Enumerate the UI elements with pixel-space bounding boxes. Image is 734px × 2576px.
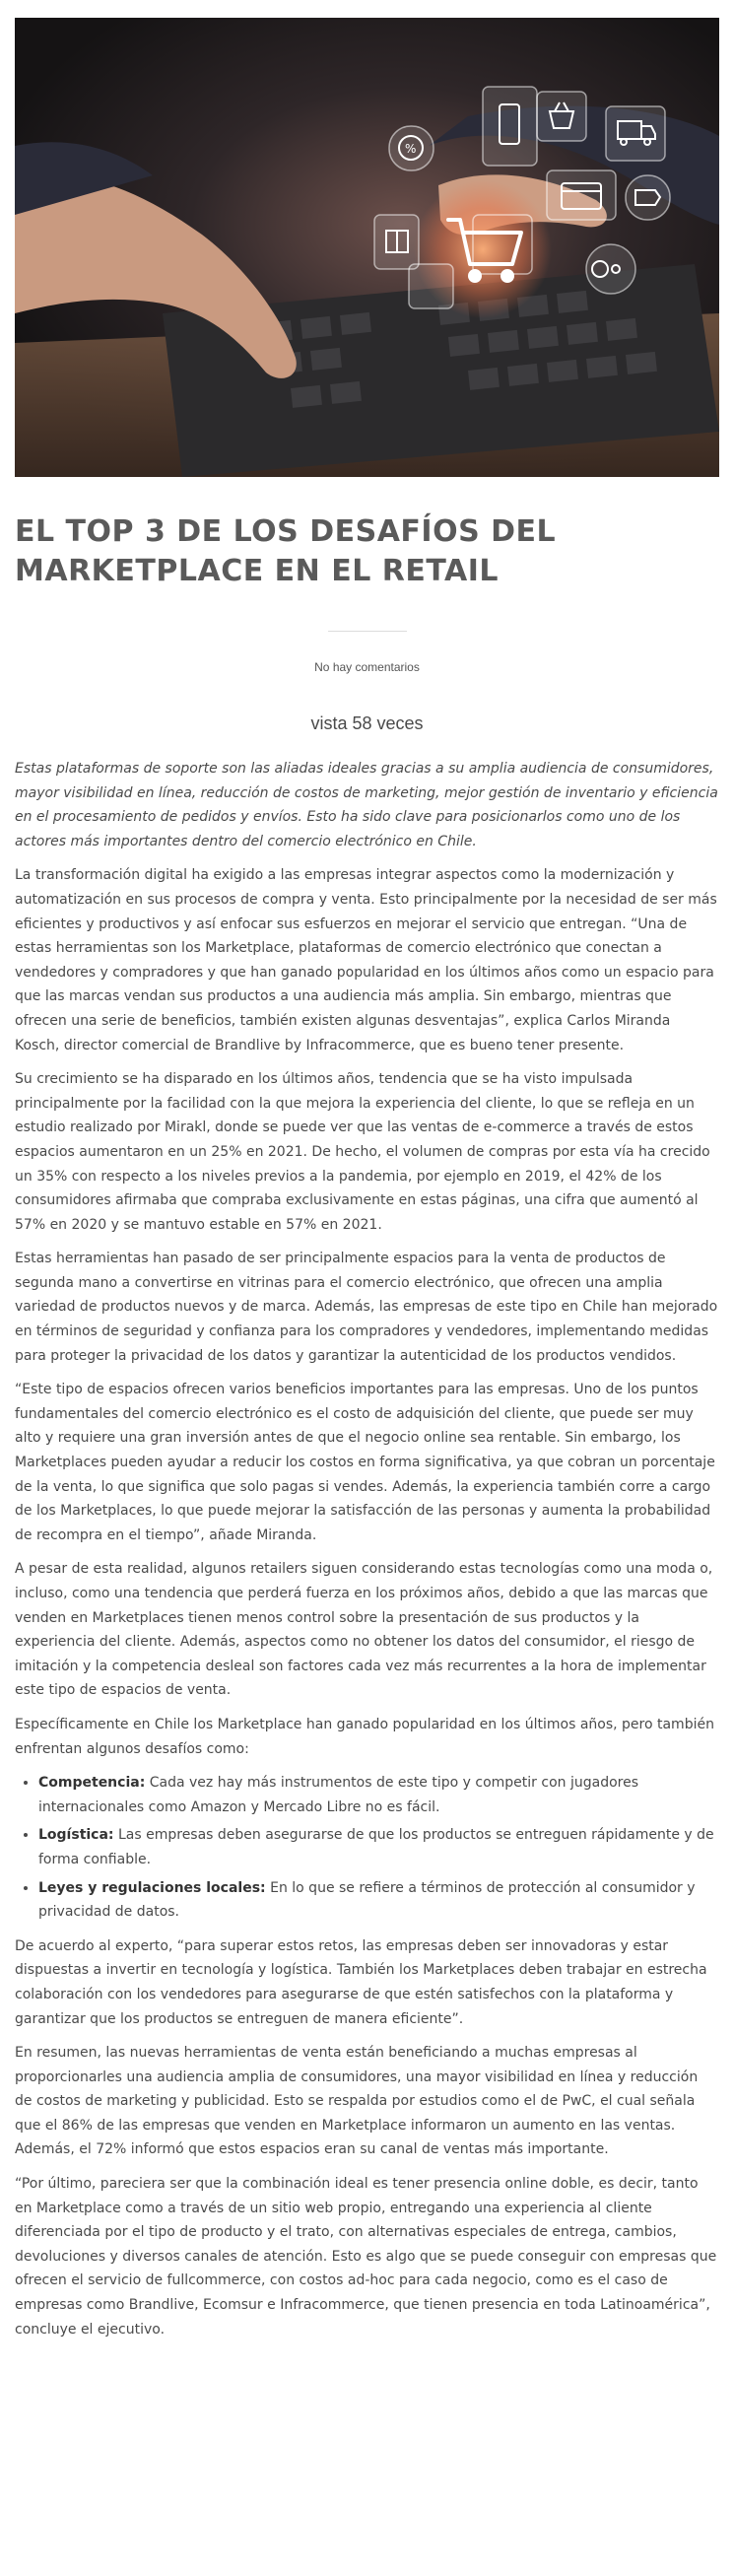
hero-image: [15, 18, 719, 477]
paragraph: A pesar de esta realidad, algunos retailers siguen considerando estas tecnologías como una moda o, incluso, como una tendencia que perderá fuerza en los próximos años, debido a que las marcas que venden en Marketplaces tienen menos control sobre la presentación de sus productos y la experiencia del cliente. Además, aspectos como no obtener los datos del consumidor, el riesgo de imitación y la competencia desleal son factores cada vez más recurrentes a la hora de implementar este tipo de espacios de venta.: [15, 1561, 713, 1699]
list-item-text: Cada vez hay más instrumentos de este tipo y competir con jugadores internacionales como Amazon y Mercado Libre no es fácil.: [38, 1775, 638, 1815]
paragraph: Su crecimiento se ha disparado en los últimos años, tendencia que se ha visto impulsada principalmente por la facilidad con la que mejora la experiencia del cliente, lo que se refleja en un estudio realizado por Mirakl, donde se puede ver que las ventas de e-commerce a través de estos espacios aumentaron en un 25% en 2021. De hecho, el volumen de compras por esta vía ha crecido un 35% con respecto a los niveles previos a la pandemia, por ejemplo en 2019, el 42% de los consumidores afirmaba que compraba exclusivamente en estas páginas, una cifra que aumentó al 57% en 2020 y se mantuvo estable en 57% en 2021.: [15, 1071, 710, 1233]
paragraph: En resumen, las nuevas herramientas de venta están beneficiando a muchas empresas al proporcionarles una audiencia amplia de consumidores, una mayor visibilidad en línea y reducción de costos de marketing y publicidad. Esto se respalda por estudios como el de PwC, el cual señala que el 86% de las empresas que venden en Marketplace informaron un aumento en las ventas. Además, el 72% informó que estos espacios eran su canal de ventas más importante.: [15, 2045, 699, 2158]
paragraph: Específicamente en Chile los Marketplace han ganado popularidad en los últimos años, pero también enfrentan algunos desafíos como:: [15, 1716, 714, 1757]
post-title: EL TOP 3 DE LOS DESAFÍOS DEL MARKETPLACE EN EL RETAIL: [15, 514, 557, 588]
svg-text:%: %: [405, 142, 417, 156]
paragraph: “Este tipo de espacios ofrecen varios beneficios importantes para las empresas. Uno de los puntos fundamentales del comercio electrónico es el costo de adquisición del cliente, que puede ser muy alto y requiere una gran inversión antes de que el negocio online sea rentable. Sin embargo, los Marketplaces pueden ayudar a reducir los costos en forma significativa, ya que cobran un porcentaje de la venta, lo que significa que solo pagas si vendes. Además, la experiencia también corre a cargo de los Marketplaces, lo que puede mejorar la satisfacción de las personas y aumenta la probabilidad de recompra en el tiempo”, añade Miranda.: [15, 1382, 715, 1543]
divider: [328, 631, 407, 632]
lead-paragraph: Estas plataformas de soporte son las aliadas ideales gracias a su amplia audiencia de consumidores, mayor visibilidad en línea, reducción de costos de marketing, mejor gestión de inventario y eficiencia en el procesamiento de pedidos y envíos. Esto ha sido clave para posicionarlos como uno de los actores más importantes dentro del comercio electrónico en Chile.: [15, 761, 718, 849]
paragraph: La transformación digital ha exigido a las empresas integrar aspectos como la modernización y automatización en sus procesos de compra y venta. Esto principalmente por la necesidad de ser más eficientes y productivos y así enfocar sus esfuerzos en mejorar el servicio que entregan. “Una de estas herramientas son los Marketplace, plataformas de comercio electrónico que conectan a vendedores y compradores y que han ganado popularidad en los últimos años como un espacio para que las marcas vendan sus productos a una audiencia más amplia. Sin embargo, mientras que ofrecen una serie de beneficios, también existen algunas desventajas”, explica Carlos Miranda Kosch, director comercial de Brandlive by Infracommerce, que es bueno tener presente.: [15, 867, 717, 1053]
list-item: [38, 1823, 719, 1871]
list-item-term: Leyes y regulaciones locales:: [38, 1879, 266, 1896]
list-item-term: Logística:: [38, 1827, 114, 1844]
article-body: [15, 757, 719, 2351]
paragraph: Estas herramientas han pasado de ser principalmente espacios para la venta de productos de segunda mano a convertirse en vitrinas para el comercio electrónico, que ofrecen una amplia variedad de productos nuevos y de marca. Además, las empresas de este tipo en Chile han mejorado en términos de seguridad y confianza para los compradores y vendedores, implementando medidas para proteger la privacidad de los datos y garantizar la autenticidad de los productos vendidos.: [15, 1251, 718, 1364]
list-item: [38, 1876, 719, 1925]
list-item: [38, 1771, 719, 1819]
list-item-text: Las empresas deben asegurarse de que los productos se entreguen rápidamente y de forma confiable.: [38, 1827, 714, 1867]
challenges-list: [15, 1771, 719, 1925]
view-count: vista 58 veces: [310, 713, 424, 733]
paragraph: De acuerdo al experto, “para superar estos retos, las empresas deben ser innovadoras y estar dispuestas a invertir en tecnología y logística. También los Marketplaces deben trabajar en estrecha colaboración con los vendedores para asegurarse de que estén satisfechos con la plataforma y garantizar que los productos se entreguen de manera eficiente”.: [15, 1937, 707, 2027]
list-item-text: En lo que se refiere a términos de protección al consumidor y privacidad de datos.: [38, 1879, 696, 1921]
paragraph: “Por último, pareciera ser que la combinación ideal es tener presencia online doble, es decir, tanto en Marketplace como a través de un sitio web propio, entregando una experiencia al cliente diferenciada por el tipo de producto y el trato, con alternativas especiales de entrega, cambios, devoluciones y diversos canales de atención. Esto es algo que se puede conseguir con empresas que ofrecen el servicio de fullcommerce, con costos ad-hoc para cada negocio, como es el caso de empresas como Brandlive, Ecomsur e Infracommerce, que tienen presencia en toda Latinoamérica”, concluye el ejecutivo.: [15, 2176, 717, 2338]
comments-count[interactable]: No hay comentarios: [314, 660, 420, 674]
list-item-term: Competencia:: [38, 1775, 146, 1792]
